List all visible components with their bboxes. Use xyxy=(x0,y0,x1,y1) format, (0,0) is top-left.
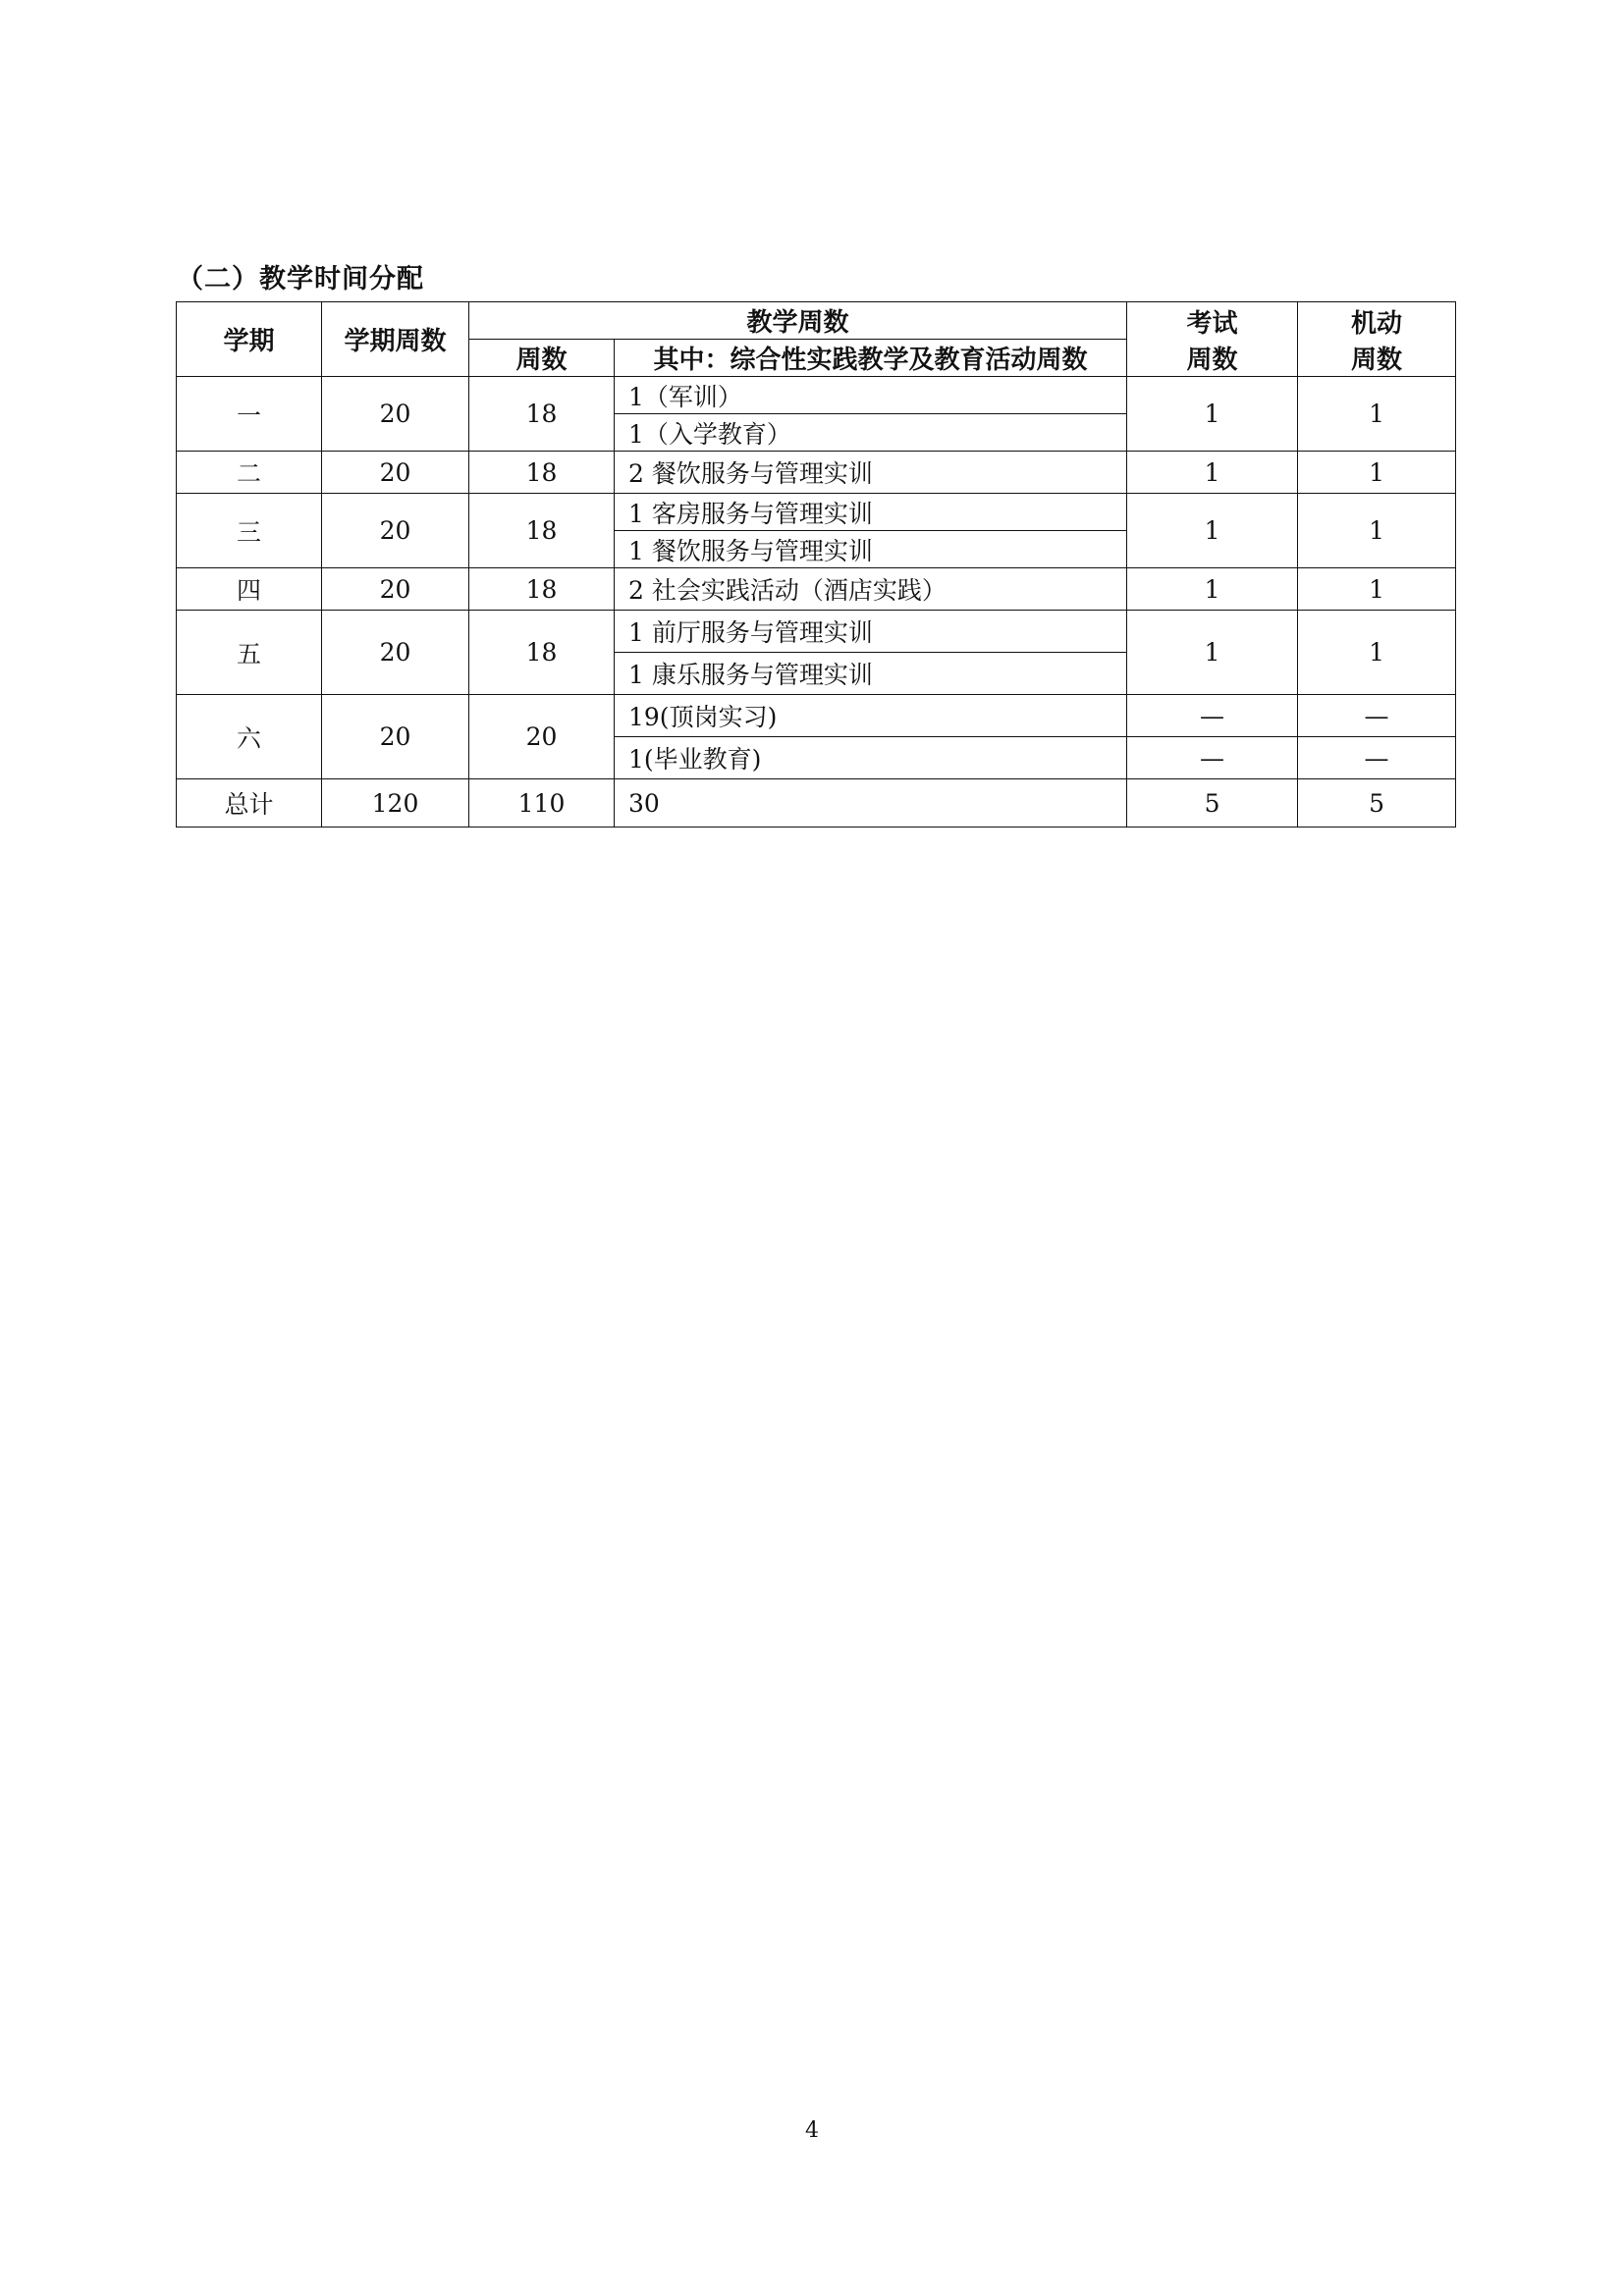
cell-exam: 1 xyxy=(1127,494,1298,568)
cell-weeks: 18 xyxy=(469,377,615,452)
header-practice-weeks: 其中：综合性实践教学及教育活动周数 xyxy=(615,340,1127,377)
cell-total-weeks: 110 xyxy=(469,779,615,828)
header-weeks: 周数 xyxy=(469,340,615,377)
table-row xyxy=(177,377,1456,414)
cell-exam: — xyxy=(1127,695,1298,737)
cell-semester-weeks: 20 xyxy=(322,452,469,494)
cell-flex: — xyxy=(1298,695,1456,737)
cell-semester-weeks: 20 xyxy=(322,377,469,452)
cell-practice: 19(顶岗实习) xyxy=(615,695,1127,737)
cell-semester: 六 xyxy=(177,695,322,779)
cell-flex: — xyxy=(1298,737,1456,779)
page-number: 4 xyxy=(805,2118,819,2143)
cell-practice: 1 前厅服务与管理实训 xyxy=(615,611,1127,653)
total-row xyxy=(177,779,1456,828)
cell-practice: 2 社会实践活动（酒店实践） xyxy=(615,568,1127,611)
cell-practice: 2 餐饮服务与管理实训 xyxy=(615,452,1127,494)
cell-practice: 1(毕业教育) xyxy=(615,737,1127,779)
header-teaching-weeks: 教学周数 xyxy=(469,302,1127,340)
cell-practice: 1（入学教育） xyxy=(615,414,1127,452)
cell-exam: 1 xyxy=(1127,452,1298,494)
header-semester-weeks: 学期周数 xyxy=(322,302,469,377)
cell-practice: 1（军训） xyxy=(615,377,1127,414)
cell-exam: 1 xyxy=(1127,377,1298,452)
cell-weeks: 18 xyxy=(469,494,615,568)
cell-total-semester-weeks: 120 xyxy=(322,779,469,828)
cell-total-label: 总计 xyxy=(177,779,322,828)
cell-semester-weeks: 20 xyxy=(322,494,469,568)
cell-weeks: 18 xyxy=(469,452,615,494)
cell-exam: 1 xyxy=(1127,611,1298,695)
table-row xyxy=(177,452,1456,494)
cell-exam: — xyxy=(1127,737,1298,779)
header-flex-weeks: 机动 周数 xyxy=(1298,302,1456,377)
header-row-1 xyxy=(177,302,1456,340)
cell-flex: 1 xyxy=(1298,494,1456,568)
cell-total-flex: 5 xyxy=(1298,779,1456,828)
cell-semester: 五 xyxy=(177,611,322,695)
cell-flex: 1 xyxy=(1298,452,1456,494)
cell-exam: 1 xyxy=(1127,568,1298,611)
table-row xyxy=(177,568,1456,611)
table-row xyxy=(177,494,1456,531)
table-row xyxy=(177,611,1456,653)
cell-flex: 1 xyxy=(1298,611,1456,695)
table-row xyxy=(177,695,1456,737)
header-semester: 学期 xyxy=(177,302,322,377)
cell-semester: 一 xyxy=(177,377,322,452)
cell-semester-weeks: 20 xyxy=(322,695,469,779)
cell-semester: 三 xyxy=(177,494,322,568)
cell-weeks: 20 xyxy=(469,695,615,779)
cell-semester: 四 xyxy=(177,568,322,611)
cell-flex: 1 xyxy=(1298,568,1456,611)
cell-total-practice: 30 xyxy=(615,779,1127,828)
cell-semester-weeks: 20 xyxy=(322,611,469,695)
cell-practice: 1 康乐服务与管理实训 xyxy=(615,653,1127,695)
header-exam-weeks: 考试 周数 xyxy=(1127,302,1298,377)
cell-weeks: 18 xyxy=(469,611,615,695)
teaching-time-table xyxy=(176,301,1456,828)
cell-flex: 1 xyxy=(1298,377,1456,452)
cell-semester-weeks: 20 xyxy=(322,568,469,611)
cell-semester: 二 xyxy=(177,452,322,494)
section-title: （二）教学时间分配 xyxy=(177,264,424,294)
cell-practice: 1 餐饮服务与管理实训 xyxy=(615,531,1127,568)
cell-total-exam: 5 xyxy=(1127,779,1298,828)
cell-weeks: 18 xyxy=(469,568,615,611)
cell-practice: 1 客房服务与管理实训 xyxy=(615,494,1127,531)
